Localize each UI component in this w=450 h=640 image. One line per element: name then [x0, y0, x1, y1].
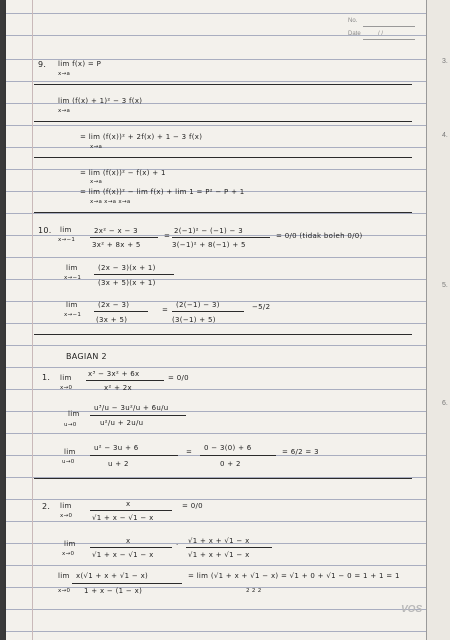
notebook-page [6, 0, 426, 640]
brand-logo: VOS [401, 604, 423, 615]
problem-number: 9. [38, 60, 47, 69]
numerator: (2x − 3)(x + 1) [98, 264, 156, 272]
no-label: No. [348, 18, 358, 24]
math-line: = lim (f(x))² + 2f(x) + 1 − 3 f(x) [80, 133, 203, 141]
numerator: u² − 3u + 6 [94, 444, 139, 452]
numerator: √1 + x + √1 − x [188, 537, 250, 545]
next-page-number: 5. [442, 282, 448, 289]
result: = 0/0 [168, 374, 189, 382]
divider-line [34, 157, 412, 158]
result: = 6/2 = 3 [282, 448, 319, 456]
problem-number: 1. [42, 373, 51, 382]
equals-sign: · [176, 541, 179, 549]
numerator: 2(−1)² − (−1) − 3 [174, 227, 244, 235]
denominator: 1 + x − (1 − x) [84, 587, 143, 595]
limit-subscript: x→0 [60, 513, 73, 519]
limit-subscript: u→0 [62, 459, 75, 465]
numerator: x [126, 500, 131, 508]
limit-subscript: x→−1 [64, 312, 82, 318]
fraction-bar [186, 547, 272, 548]
denominator: √1 + x − √1 − x [92, 551, 154, 559]
lim-label: lim [66, 264, 78, 272]
divider-line [34, 84, 412, 85]
math-line: lim f(x) = P [58, 60, 102, 68]
result: −5/2 [252, 303, 271, 311]
limit-subscript: x→a [90, 179, 103, 185]
problem-number: 2. [42, 502, 51, 511]
denominator: x² + 2x [104, 384, 132, 392]
limit-subscript: x→0 [62, 551, 75, 557]
numerator: x [126, 537, 131, 545]
math-line: = lim (f(x))² − lim f(x) + lim 1 = P² − P + 1 [80, 188, 245, 196]
date-line [363, 39, 415, 40]
denominator: 2 2 2 [246, 588, 262, 594]
limit-subscript: u→0 [64, 422, 77, 428]
next-page-number: 4. [442, 132, 448, 139]
fraction-bar [172, 237, 270, 238]
denominator: u + 2 [108, 460, 129, 468]
equals-sign: = [162, 306, 169, 314]
fraction-bar [90, 510, 172, 511]
adjacent-page-edge [426, 0, 450, 640]
denominator: 3x² + 8x + 5 [92, 241, 141, 249]
section-title: BAGIAN 2 [66, 352, 107, 361]
math-line: lim (f(x) + 1)² − 3 f(x) [58, 97, 143, 105]
denominator: 0 + 2 [220, 460, 241, 468]
limit-subscript: x→a [90, 144, 103, 150]
denominator: √1 + x + √1 − x [188, 551, 250, 559]
lim-label: lim [64, 448, 76, 456]
fraction-bar [90, 547, 172, 548]
fraction-bar [90, 237, 158, 238]
next-page-number: 3. [442, 58, 448, 65]
lim-label: lim [66, 301, 78, 309]
math-line: = lim (f(x))² − f(x) + 1 [80, 169, 166, 177]
margin-line [32, 0, 33, 640]
limit-subscript: x→−1 [64, 275, 82, 281]
result: = 0/0 [182, 502, 203, 510]
date-value: / / [378, 31, 384, 37]
lim-label: lim [60, 226, 72, 234]
denominator: (3x + 5)(x + 1) [98, 279, 156, 287]
divider-line [34, 478, 412, 479]
numerator: (2(−1) − 3) [176, 301, 220, 309]
limit-subscript: x→−1 [58, 237, 76, 243]
limit-subscript: x→a [58, 71, 71, 77]
fraction-bar [200, 455, 276, 456]
lim-label: lim [68, 410, 80, 418]
date-label: Date [348, 31, 361, 37]
result: = 0/0 (tidak boleh 0/0) [276, 232, 363, 240]
limit-subscript: x→a x→a x→a [90, 199, 131, 205]
result: = lim (√1 + x + √1 − x) = √1 + 0 + √1 − 0 = 1 + 1 = 1 [188, 572, 400, 580]
lim-label: lim [60, 374, 72, 382]
limit-subscript: x→0 [58, 588, 71, 594]
denominator: (3x + 5) [96, 316, 128, 324]
divider-line [34, 334, 412, 335]
next-page-number: 6. [442, 400, 448, 407]
equals-sign: = [186, 448, 193, 456]
lim-label: lim [60, 502, 72, 510]
fraction-bar [172, 311, 244, 312]
fraction-bar [90, 455, 178, 456]
numerator: x(√1 + x + √1 − x) [76, 572, 149, 580]
fraction-bar [94, 274, 174, 275]
numerator: (2x − 3) [98, 301, 130, 309]
fraction-bar [90, 415, 186, 416]
problem-number: 10. [38, 226, 52, 235]
equals-sign: = [164, 232, 171, 240]
numerator: 2x² − x − 3 [94, 227, 138, 235]
fraction-bar [72, 583, 182, 584]
divider-line [34, 121, 412, 122]
denominator: u²/u + 2u/u [100, 419, 144, 427]
lim-label: lim [58, 572, 70, 580]
fraction-bar [94, 311, 148, 312]
denominator: 3(−1)² + 8(−1) + 5 [172, 241, 246, 249]
lim-label: lim [64, 540, 76, 548]
numerator: 0 − 3(0) + 6 [204, 444, 252, 452]
limit-subscript: x→a [58, 108, 71, 114]
denominator: √1 + x − √1 − x [92, 514, 154, 522]
numerator: x³ − 3x² + 6x [88, 370, 140, 378]
fraction-bar [86, 380, 164, 381]
numerator: u³/u − 3u²/u + 6u/u [94, 404, 169, 412]
divider-line [34, 212, 412, 213]
no-line [363, 26, 415, 27]
denominator: (3(−1) + 5) [172, 316, 216, 324]
limit-subscript: x→0 [60, 385, 73, 391]
